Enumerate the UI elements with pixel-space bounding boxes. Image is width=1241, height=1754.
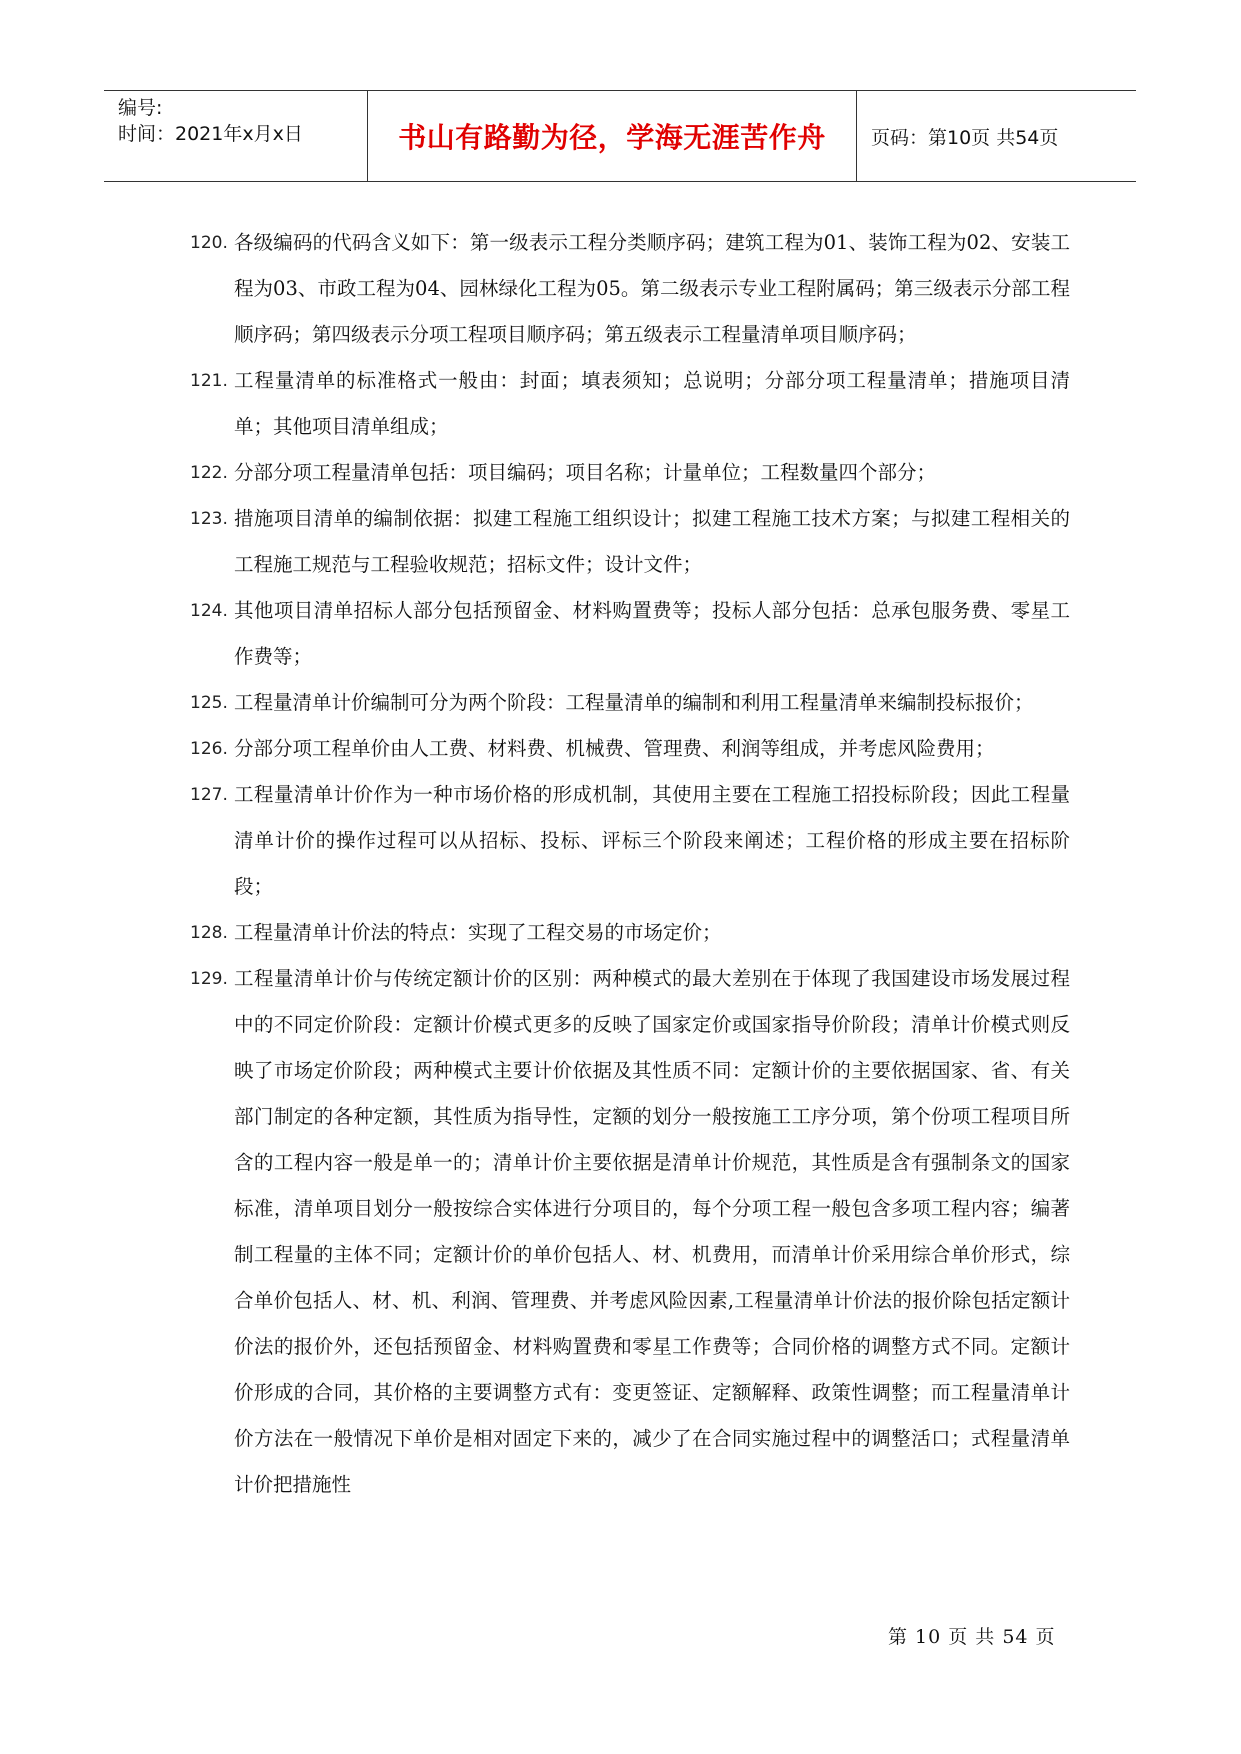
list-item (190, 772, 1070, 910)
item-number: 127. (190, 785, 228, 805)
list-item (190, 450, 1070, 496)
item-text: 工程量清单计价作为一种市场价格的形成机制，其使用主要在工程施工招投标阶段；因此工程量清单计价的操作过程可以从招标、投标、评标三个阶段来阐述；工程价格的形成主要在招标阶段； (234, 783, 1070, 898)
item-number: 129. (190, 969, 228, 989)
item-number: 125. (190, 693, 228, 713)
list-item (190, 358, 1070, 450)
list-item (190, 910, 1070, 956)
item-number: 128. (190, 923, 228, 943)
page-footer: 第 10 页 共 54 页 (888, 1626, 1056, 1648)
item-number: 126. (190, 739, 228, 759)
item-text: 工程量清单的标准格式一般由：封面；填表须知；总说明；分部分项工程量清单；措施项目清单；其他项目清单组成； (234, 369, 1070, 438)
list-item (190, 680, 1070, 726)
code-label: 编号: (118, 97, 163, 119)
item-text: 其他项目清单招标人部分包括预留金、材料购置费等；投标人部分包括：总承包服务费、零星工作费等； (234, 599, 1070, 668)
list-item (190, 588, 1070, 680)
item-text: 措施项目清单的编制依据：拟建工程施工组织设计；拟建工程施工技术方案；与拟建工程相关的工程施工规范与工程验收规范；招标文件；设计文件； (234, 507, 1070, 576)
item-number: 120. (190, 233, 228, 253)
item-number: 123. (190, 509, 228, 529)
item-number: 122. (190, 463, 228, 483)
item-text: 工程量清单计价编制可分为两个阶段：工程量清单的编制和利用工程量清单来编制投标报价； (234, 691, 1034, 714)
item-text: 工程量清单计价法的特点：实现了工程交易的市场定价； (234, 921, 722, 944)
list-item (190, 220, 1070, 358)
item-text: 分部分项工程单价由人工费、材料费、机械费、管理费、利润等组成，并考虑风险费用； (234, 737, 995, 760)
header-page-cell (857, 91, 1136, 181)
item-text: 分部分项工程量清单包括：项目编码；项目名称；计量单位；工程数量四个部分； (234, 461, 937, 484)
document-body (190, 220, 1070, 1508)
item-number: 124. (190, 601, 228, 621)
list-item (190, 496, 1070, 588)
motto: 书山有路勤为径，学海无涯苦作舟 (398, 121, 826, 154)
page-header (104, 90, 1136, 182)
list-item (190, 956, 1070, 1508)
header-motto-cell (368, 91, 857, 181)
header-meta (104, 91, 368, 181)
item-number: 121. (190, 371, 228, 391)
item-text: 各级编码的代码含义如下：第一级表示工程分类顺序码；建筑工程为01、装饰工程为02、安装工程为03、市政工程为04、园林绿化工程为05。第二级表示专业工程附属码；第三级表示分部工程顺序码；第四级表示分项工程项目顺序码；第五级表示工程量清单项目顺序码； (234, 231, 1070, 346)
time-label: 时间：2021年x月x日 (118, 123, 303, 145)
list-item (190, 726, 1070, 772)
item-text: 工程量清单计价与传统定额计价的区别：两种模式的最大差别在于体现了我国建设市场发展过程中的不同定价阶段：定额计价模式更多的反映了国家定价或国家指导价阶段；清单计价模式则反映了市场定价阶段；两种模式主要计价依据及其性质不同：定额计价的主要依据国家、省、有关部门制定的各种定额，其性质为指导性，定额的划分一般按施工工序分项，第个份项工程项目所含的工程内容一般是单一的；清单计价主要依据是清单计价规范，其性质是含有强制条文的国家标准，清单项目划分一般按综合实体进行分项目的，每个分项工程一般包含多项工程内容；编著制工程量的主体不同；定额计价的单价包括人、材、机费用，而清单计价采用综合单价形式，综合单价包括人、材、机、利润、管理费、并考虑风险因素,工程量清单计价法的报价除包括定额计价法的报价外，还包括预留金、材料购置费和零星工作费等；合同价格的调整方式不同。定额计价形成的合同，其价格的主要调整方式有：变更签证、定额解释、政策性调整；而工程量清单计价方法在一般情况下单价是相对固定下来的，减少了在合同实施过程中的调整活口；式程量清单计价把措施性 (234, 967, 1070, 1496)
page-label: 页码：第10页 共54页 (871, 126, 1059, 149)
